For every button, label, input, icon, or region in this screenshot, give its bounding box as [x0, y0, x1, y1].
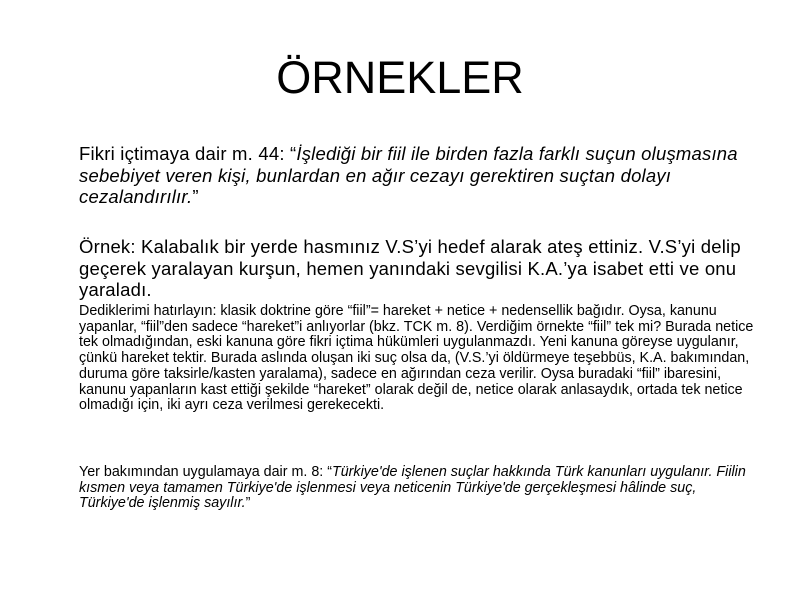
paragraph-yer-bakimindan: [79, 465, 759, 512]
paragraph-fikri-ictima-quote: İşlediği bir fiil ile birden fazla farklı suçun oluşmasına sebebiyet veren kişi, bunlardan en ağır cezayı gerektiren suçtan dolayı cezalandırılır.: [79, 143, 738, 207]
paragraph-explanation: Dediklerimi hatırlayın: klasik doktrine göre “fiil”= hareket + netice + nedensellik bağıdır. Oysa, kanunu yapanlar, “fiil”den sadece “hareket”i anlıyorlar (bkz. TCK m. 8). Verdiğim örnekte “fiil” tek mi? Burada netice tek olmadığından, eski kanuna göre fikri içtima hükümleri uygulanmazdı. Yeni kanuna göreyse uygulanır, çünkü hareket tektir. Burada aslında oluşan iki suç olsa da, (V.S.’yi öldürmeye teşebbüs, K.A. bakımından, duruma göre taksirle/kasten yaralama), sadece en ağırından ceza verilir. Oysa buradaki “fiil” ibaresini, kanunu yapanların kast ettiği şekilde “hareket” olarak değil de, netice olarak anlasaydık, ortada tek netice olmadığı için, iki ayrı ceza verilmesi gerekecekti.: [79, 303, 754, 414]
paragraph-yer-bakimindan-quote: Türkiye'de işlenen suçlar hakkında Türk kanunları uygulanır. Fiilin kısmen veya tamamen Türkiye'de işlenmesi veya neticenin Türkiye'de gerçekleşmesi hâlinde suç, Türkiye'de işlenmiş sayılır.: [79, 464, 746, 512]
paragraph-fikri-ictima-suffix: ”: [192, 186, 199, 207]
paragraph-yer-bakimindan-prefix: Yer bakımından uygulamaya dair m. 8: “: [79, 464, 332, 480]
paragraph-fikri-ictima: [79, 143, 759, 208]
paragraph-fikri-ictima-prefix: Fikri içtimaya dair m. 44: “: [79, 143, 297, 164]
paragraph-ornek: Örnek: Kalabalık bir yerde hasmınız V.S’yi hedef alarak ateş ettiniz. V.S’yi delip geçerek yaralayan kurşun, hemen yanındaki sevgilisi K.A.’ya isabet etti ve onu yaraladı.: [79, 236, 741, 300]
slide-title: ÖRNEKLER: [276, 52, 524, 103]
paragraph-yer-bakimindan-suffix: ”: [245, 495, 251, 512]
